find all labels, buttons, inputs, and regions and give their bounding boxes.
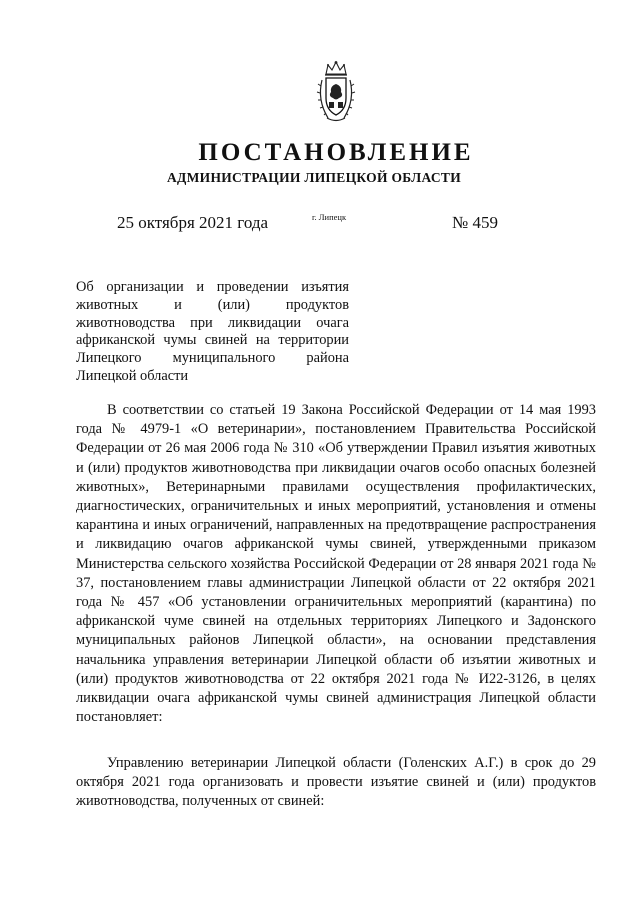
body-paragraph: В соответствии со статьей 19 Закона Российской Федерации от 14 мая 1993 года № 4979-1 «О ветеринарии», постановлением Правительства Российской Федерации от 26 мая 2006 года № 310 «Об утверждении Правил изъятия животных и (или) продуктов животноводства при ликвидации очагов особо опасных болезней животных», Ветеринарными правилами осуществления профилактических, диагностических, ограничительных и иных мероприятий, установления и отмены карантина и иных ограничений, направленных на предотвращение распространения и ликвидацию очагов африканской чумы свиней, утвержденными приказом Министерства сельского хозяйства Российской Федерации от 28 января 2021 года № 37, постановлением главы администрации Липецкой области от 22 октября 2021 года № 457 «Об установлении ограничительных мероприятий (карантина) по африканской чуме свиней на отдельных территориях Липецкого и Задонского муниципальных районов Липецкой области», на основании представления начальника управления ветеринарии Липецкой области об изъятии животных и (или) продуктов животноводства от 22 октября 2021 года № И22-3126, в целях ликвидации очага африканской чумы свиней администрация Липецкой области постановляет:: [76, 402, 596, 726]
document-number: № 459: [452, 213, 498, 232]
document-city: г. Липецк: [312, 212, 347, 222]
document-title: ПОСТАНОВЛЕНИЕ: [198, 139, 474, 166]
document-subject: Об организации и проведении изъятия животных и (или) продуктов животноводства при ликвидации очага африканской чумы свиней на территории Липецкого муниципального района Липецкой области: [76, 279, 349, 384]
coat-of-arms-icon: [316, 60, 356, 124]
body-paragraph: Управлению ветеринарии Липецкой области (Голенских А.Г.) в срок до 29 октября 2021 года организовать и провести изъятие свиней и (или) продуктов животноводства, полученных от свиней:: [76, 755, 596, 810]
document-date: 25 октября 2021 года: [117, 213, 269, 232]
document-subtitle: АДМИНИСТРАЦИИ ЛИПЕЦКОЙ ОБЛАСТИ: [166, 170, 462, 185]
